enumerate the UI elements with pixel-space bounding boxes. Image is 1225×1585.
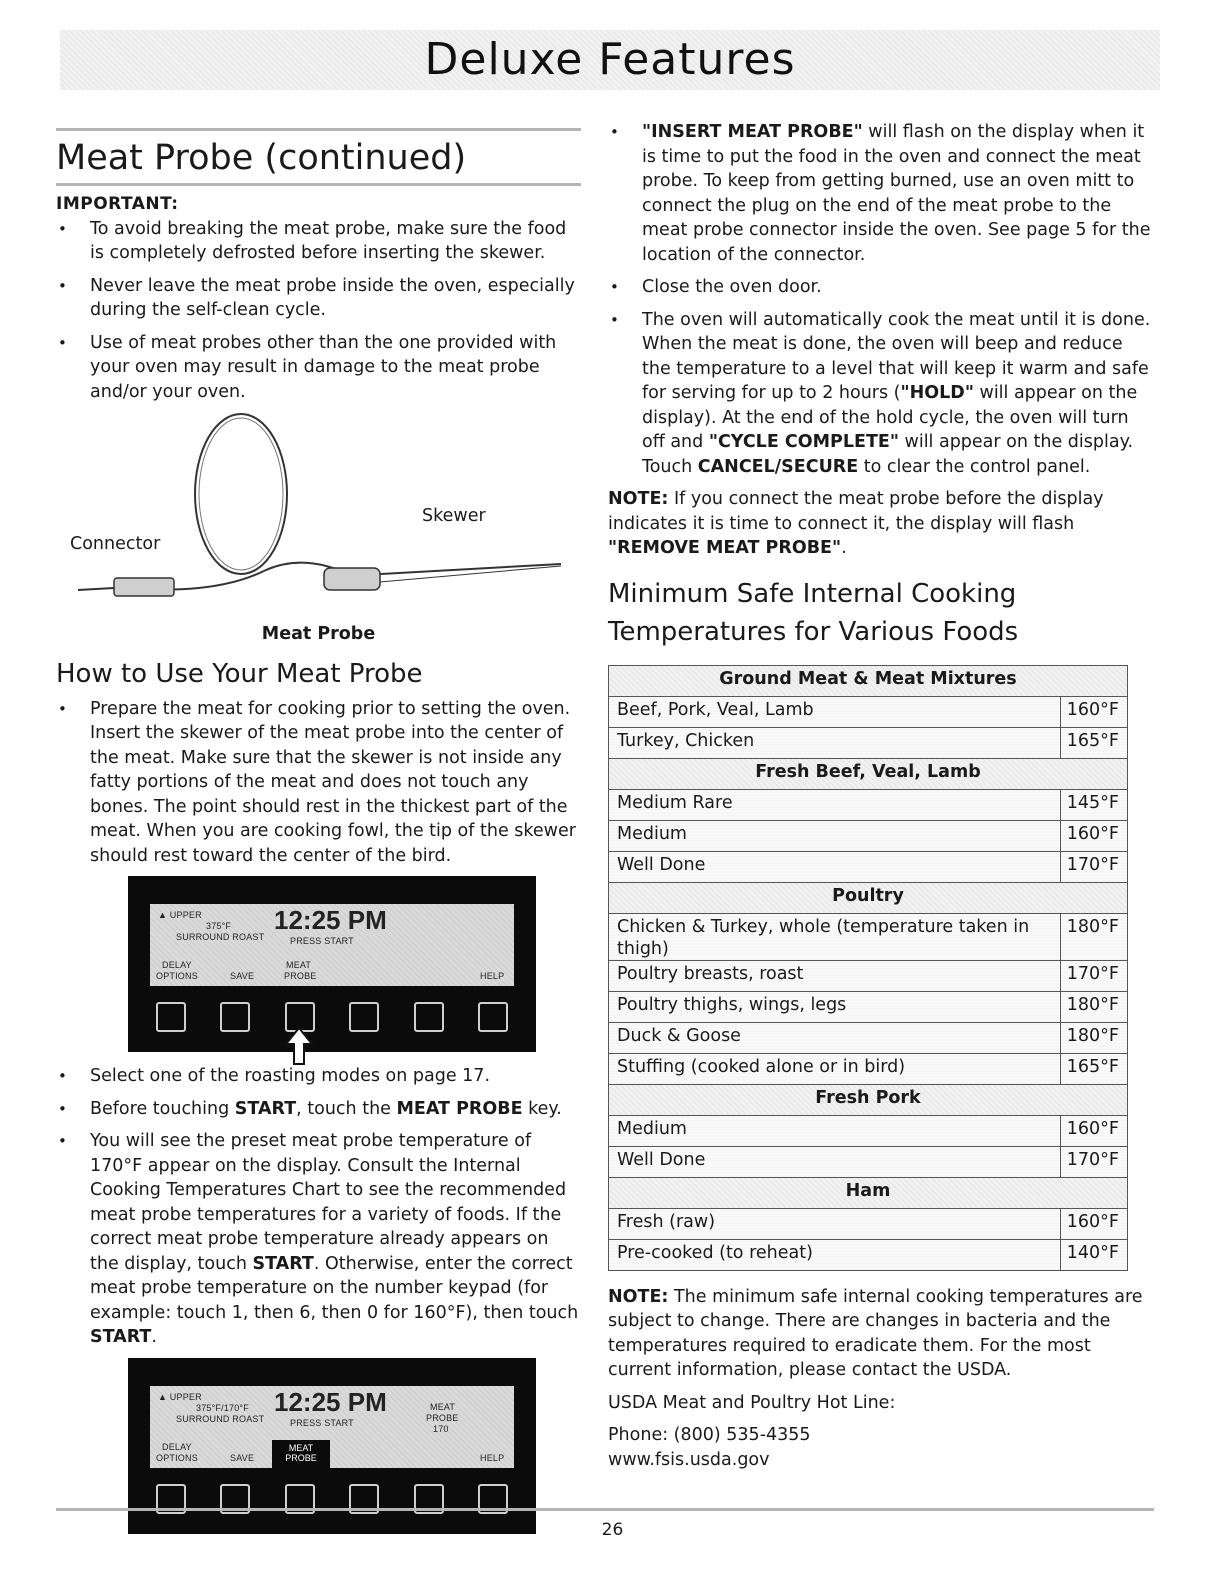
important-list: [56, 217, 581, 405]
table-row: [609, 851, 1128, 882]
note-label: NOTE:: [608, 489, 669, 509]
step-text: Before touching: [90, 1098, 235, 1119]
display-probe: PROBE: [284, 971, 317, 981]
step-text: to clear the control panel.: [858, 456, 1091, 477]
step-text: , touch the: [296, 1098, 397, 1119]
page-number: 26: [601, 1520, 624, 1540]
display-screen: [150, 904, 514, 986]
food-cell: Medium Rare: [609, 789, 1061, 820]
note-remove-probe: [608, 487, 1153, 561]
temp-cell: 170°F: [1060, 960, 1127, 991]
start-key-text: START: [90, 1327, 152, 1347]
list-item: • Use of meat probes other than the one provided with your oven may result in damage to the meat probe and/or your oven.: [56, 331, 581, 405]
display-delay: DELAY: [162, 1441, 192, 1452]
note-usda: [608, 1285, 1153, 1383]
how-to-list: [56, 697, 581, 869]
table-group-header: Poultry: [609, 882, 1128, 913]
important-label: IMPORTANT:: [56, 194, 179, 214]
temp-cell: 160°F: [1060, 1115, 1127, 1146]
temp-cell: 180°F: [1060, 913, 1127, 960]
table-group-header: Fresh Pork: [609, 1084, 1128, 1115]
temp-cell: 170°F: [1060, 1146, 1127, 1177]
food-cell: Well Done: [609, 1146, 1061, 1177]
start-key-text: START: [234, 1098, 297, 1119]
food-cell: Turkey, Chicken: [609, 727, 1061, 758]
step-text: will flash on the display when it is time to put the food in the oven and connect the meat probe. To keep from getting burned, use an oven mitt to connect the plug on the end of the meat probe to the meat probe connector inside the oven. See page 5 for the location of the connector.: [642, 122, 1151, 265]
display-meat-right: MEAT: [430, 1401, 456, 1412]
list-item: • Never leave the meat probe inside the oven, especially during the self-clean cycle.: [56, 274, 581, 323]
step-text: You will see the preset meat probe temperature of 170°F appear on the display. Consult the Internal Cooking Temperatures Chart to see the recommended meat probe temperatures for a variety of foods. If the correct meat probe temperature already appears on the display, touch: [90, 1131, 567, 1274]
display-probe-right: PROBE: [426, 1412, 459, 1423]
display-help: HELP: [480, 1452, 505, 1463]
steps-list: [56, 1064, 581, 1350]
display-probe: PROBE: [285, 1452, 317, 1463]
display-mode: SURROUND ROAST: [176, 1413, 265, 1424]
table-group-header: Fresh Beef, Veal, Lamb: [609, 758, 1128, 789]
display-probe-value: 170: [433, 1423, 449, 1434]
page-banner: [60, 30, 1160, 90]
list-item: [608, 120, 1153, 267]
left-column: [56, 124, 581, 1534]
table-row: [609, 789, 1128, 820]
arrow-up-icon: [284, 1026, 314, 1066]
heading-rule-bottom: [56, 183, 581, 186]
list-item: • To avoid breaking the meat probe, make sure the food is completely defrosted before inserting the skewer.: [56, 217, 581, 266]
note-text: If you connect the meat probe before the display indicates it is time to connect it, the display will flash: [608, 489, 1104, 534]
hotline-text: USDA Meat and Poultry Hot Line:: [608, 1392, 896, 1413]
cancel-secure-label: CANCEL/SECURE: [697, 456, 859, 477]
how-to-heading: How to Use Your Meat Probe: [56, 658, 423, 689]
hold-label: "HOLD": [900, 383, 974, 403]
display-time: 12:25 PM: [274, 1386, 387, 1417]
table-group-header: Ham: [609, 1177, 1128, 1208]
table-row: [609, 820, 1128, 851]
list-item: • Prepare the meat for cooking prior to setting the oven. Insert the skewer of the meat probe into the center of the meat. Make sure that the skewer is not inside any fatty portions of the meat and does not touch any bones. The point should rest in the thickest part of the meat. When you are cooking fowl, the tip of the skewer should rest toward the center of the bird.: [56, 697, 581, 869]
food-cell: Stuffing (cooked alone or in bird): [609, 1053, 1061, 1084]
display-screen: [150, 1386, 514, 1468]
food-cell: Chicken & Turkey, whole (temperature taken in thigh): [609, 913, 1061, 960]
table-group-header: Ground Meat & Meat Mixtures: [609, 665, 1128, 696]
section-heading: Meat Probe (continued): [56, 138, 467, 178]
display-options: OPTIONS: [156, 971, 198, 981]
food-cell: Poultry thighs, wings, legs: [609, 991, 1061, 1022]
temp-cell: 145°F: [1060, 789, 1127, 820]
display-prompt: PRESS START: [290, 936, 354, 946]
food-cell: Duck & Goose: [609, 1022, 1061, 1053]
food-cell: Well Done: [609, 851, 1061, 882]
temp-cell: 140°F: [1060, 1239, 1127, 1270]
meat-probe-illustration: [56, 412, 581, 622]
table-row: [609, 727, 1128, 758]
display-key[interactable]: [414, 1002, 444, 1032]
temp-cell: 165°F: [1060, 1053, 1127, 1084]
display-key[interactable]: [156, 1002, 186, 1032]
table-row: [609, 1053, 1128, 1084]
display-key[interactable]: [220, 1002, 250, 1032]
note-label: NOTE:: [608, 1286, 669, 1307]
step-text: will appear on the display). At the end of the hold cycle, the oven will turn off and: [642, 383, 1138, 452]
list-item: • Select one of the roasting modes on page 17.: [56, 1064, 581, 1089]
display-key[interactable]: [349, 1002, 379, 1032]
table-row: [609, 696, 1128, 727]
food-cell: Pre-cooked (to reheat): [609, 1239, 1061, 1270]
meat-probe-key-text: MEAT PROBE: [396, 1098, 523, 1119]
step-text: .: [151, 1327, 157, 1347]
temp-cell: 180°F: [1060, 991, 1127, 1022]
temp-cell: 160°F: [1060, 1208, 1127, 1239]
display-help: HELP: [480, 971, 505, 981]
probe-steps-list: [608, 120, 1153, 479]
skewer-label: Skewer: [422, 506, 486, 526]
temp-cell: 170°F: [1060, 851, 1127, 882]
food-cell: Beef, Pork, Veal, Lamb: [609, 696, 1061, 727]
list-item: [56, 1129, 581, 1350]
remove-probe-label: "REMOVE MEAT PROBE": [608, 538, 842, 558]
display-temp: 375°F/170°F: [196, 1402, 249, 1413]
table-row: [609, 1146, 1128, 1177]
list-item: [56, 1097, 581, 1122]
start-key-text: START: [252, 1253, 314, 1274]
food-cell: Medium: [609, 820, 1061, 851]
table-row: [609, 913, 1128, 960]
step-text: . Otherwise, enter the correct meat probe temperature on the number keypad (for example: touch 1, then 6, then 0 for 160°F), then touch: [90, 1253, 579, 1323]
table-row: [609, 1208, 1128, 1239]
insert-probe-label: "INSERT MEAT PROBE": [642, 122, 863, 142]
footer-rule: [56, 1508, 1154, 1511]
display-upper: ▲ UPPER: [158, 910, 202, 920]
list-item: [608, 308, 1153, 480]
display-meat: MEAT: [288, 1442, 314, 1453]
display-mode: SURROUND ROAST: [176, 932, 265, 942]
meat-probe-figure: [56, 412, 581, 622]
display-temp: 375°F: [206, 921, 232, 931]
figure-caption: Meat Probe: [261, 624, 376, 644]
food-cell: Fresh (raw): [609, 1208, 1061, 1239]
table-row: [609, 1239, 1128, 1270]
connector-label: Connector: [70, 534, 161, 554]
temp-cell: 160°F: [1060, 820, 1127, 851]
banner-title: Deluxe Features: [424, 34, 796, 85]
table-row: [609, 1115, 1128, 1146]
display-prompt: PRESS START: [290, 1417, 354, 1428]
heading-rule-top: [56, 128, 581, 131]
display-key[interactable]: [478, 1002, 508, 1032]
note-text: The minimum safe internal cooking temperatures are subject to change. There are changes in bacteria and the temperatures required to eradicate them. For the most current information, please contact the USDA.: [608, 1286, 1143, 1380]
display-options: OPTIONS: [156, 1452, 198, 1463]
display-time: 12:25 PM: [274, 905, 387, 935]
temp-cell: 180°F: [1060, 1022, 1127, 1053]
cycle-complete-label: "CYCLE COMPLETE": [708, 432, 899, 452]
table-row: [609, 991, 1128, 1022]
display-upper: ▲ UPPER: [158, 1391, 202, 1402]
website-link[interactable]: www.fsis.usda.gov: [608, 1449, 770, 1470]
display-save: SAVE: [230, 1452, 255, 1463]
table-row: [609, 960, 1128, 991]
oven-display-1: [128, 876, 536, 1052]
food-cell: Medium: [609, 1115, 1061, 1146]
display-save: SAVE: [230, 971, 255, 981]
list-item: • Close the oven door.: [608, 275, 1153, 300]
display-meat: MEAT: [286, 960, 312, 970]
min-temps-heading: Minimum Safe Internal Cooking Temperatures for Various Foods: [608, 578, 1019, 647]
right-column: [608, 120, 1153, 1472]
temp-cell: 165°F: [1060, 727, 1127, 758]
step-text: will appear on the display. Touch: [642, 432, 1134, 477]
step-text: key.: [522, 1098, 562, 1119]
phone-text: Phone: (800) 535-4355: [608, 1425, 811, 1445]
temperature-table: [608, 665, 1128, 1271]
step-text: The oven will automatically cook the meat until it is done. When the meat is done, the oven will beep and reduce the temperature to a level that will keep it warm and safe for serving for up to 2 hours (: [642, 309, 1151, 403]
display-keys: [156, 1002, 508, 1032]
food-cell: Poultry breasts, roast: [609, 960, 1061, 991]
note-text: .: [841, 538, 847, 558]
table-row: [609, 1022, 1128, 1053]
display-delay: DELAY: [162, 960, 192, 970]
meat-probe-highlight: [272, 1440, 330, 1468]
temp-cell: 160°F: [1060, 696, 1127, 727]
